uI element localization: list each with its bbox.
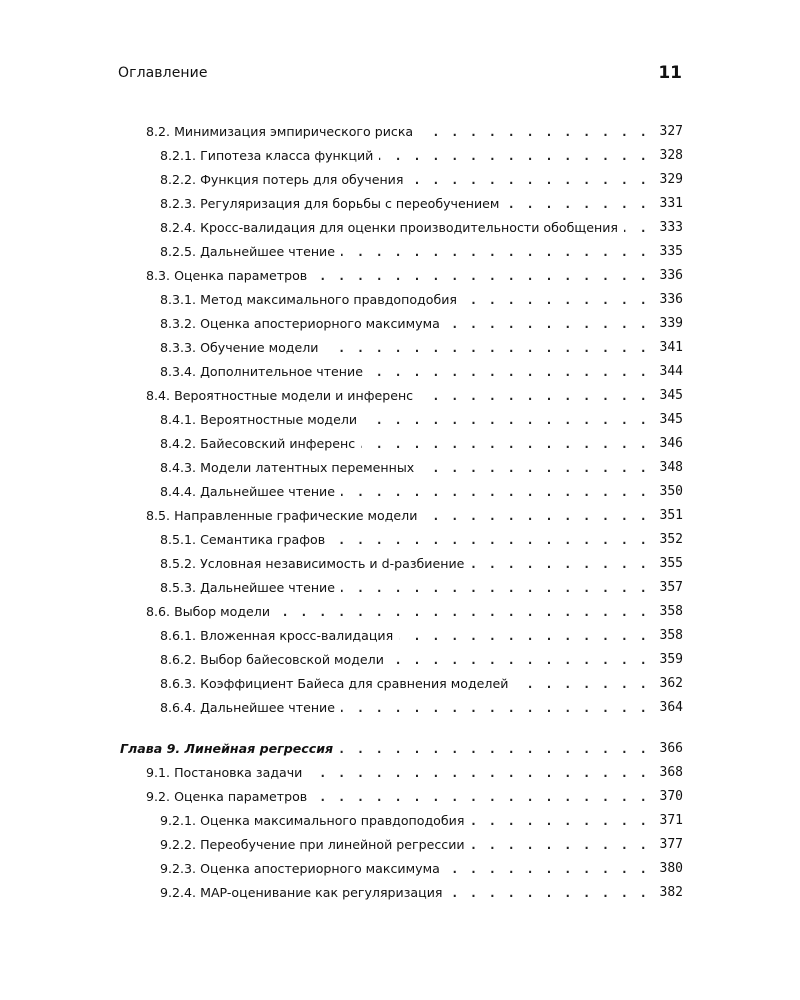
toc-entry-label: Байесовский инференс <box>200 436 356 451</box>
toc-entry-label: Функция потерь для обучения <box>200 172 404 187</box>
toc-entry-title <box>160 147 373 165</box>
toc-entry-page: 333 <box>659 220 683 235</box>
dot-leader <box>390 651 649 669</box>
toc-entry <box>160 878 683 902</box>
dot-leader <box>419 123 649 141</box>
toc-entry-number: 8.4. <box>146 388 171 403</box>
toc-entry-label: Условная независимость и d-разбиение <box>200 556 465 571</box>
dot-leader <box>399 627 649 645</box>
toc-entry <box>160 141 683 165</box>
toc-entry-page: 357 <box>659 580 683 595</box>
toc-entry-title <box>146 267 307 285</box>
toc-entry <box>160 621 683 645</box>
toc-entry-page: 328 <box>659 148 683 163</box>
toc-entry-page: 327 <box>659 124 683 139</box>
dot-leader <box>341 243 649 261</box>
page-number: 11 <box>658 63 682 83</box>
toc-entry <box>146 782 683 806</box>
toc-entry-label: Гипотеза класса функций <box>200 148 374 163</box>
toc-entry-page: 358 <box>659 604 683 619</box>
dot-leader <box>313 267 649 285</box>
toc-entry-page: 380 <box>659 861 683 876</box>
toc-entry-page: 331 <box>659 196 683 211</box>
toc-entry-label: Кросс-валидация для оценки производительности обобщения <box>200 220 618 235</box>
toc-entry-number: 8.6. <box>146 604 171 619</box>
dot-leader <box>308 764 649 782</box>
dot-leader <box>420 459 649 477</box>
toc-entry-label: Переобучение при линейной регрессии <box>200 837 465 852</box>
toc-entry-number: 8.5.3. <box>160 580 197 595</box>
toc-entry-page: 368 <box>659 765 683 780</box>
toc-entry-number: 8.4.2. <box>160 436 197 451</box>
dot-leader <box>369 363 649 381</box>
toc-entry <box>160 333 683 357</box>
dot-leader <box>409 171 649 189</box>
toc-entry-page: 382 <box>659 885 683 900</box>
toc-entry-number: 8.5.1. <box>160 532 197 547</box>
toc-entry-page: 355 <box>659 556 683 571</box>
toc-chapter-entry <box>120 734 683 758</box>
toc-entry <box>160 806 683 830</box>
dot-leader <box>471 836 649 854</box>
toc-entry-label: Метод максимального правдоподобия <box>200 292 457 307</box>
toc-entry-page: 336 <box>659 268 683 283</box>
toc-entry-page: 339 <box>659 316 683 331</box>
dot-leader <box>379 147 649 165</box>
toc-entry <box>160 854 683 878</box>
toc-entry-label: Линейная регрессия <box>184 741 334 756</box>
toc-entry <box>160 573 683 597</box>
toc-entry-title <box>160 531 325 549</box>
toc-entry <box>160 285 683 309</box>
toc-entry-page: 364 <box>659 700 683 715</box>
toc-entry-number: 8.4.4. <box>160 484 197 499</box>
toc-entry-number: 8.5.2. <box>160 556 197 571</box>
dot-leader <box>448 884 649 902</box>
toc-entry-page: 348 <box>659 460 683 475</box>
toc-entry-number: 8.4.3. <box>160 460 197 475</box>
toc-entry-number: 8.6.4. <box>160 700 197 715</box>
toc-entry-label: Оценка апостериорного максимума <box>200 316 440 331</box>
toc-entry-page: 370 <box>659 789 683 804</box>
toc-entry-page: 351 <box>659 508 683 523</box>
dot-leader <box>514 675 649 693</box>
toc-entry <box>160 309 683 333</box>
toc-entry-number: 9.2.1. <box>160 813 197 828</box>
toc-entry <box>160 213 683 237</box>
toc-entry <box>160 429 683 453</box>
toc-entry-page: 377 <box>659 837 683 852</box>
dot-leader <box>324 339 649 357</box>
toc-entry-number: 8.3.2. <box>160 316 197 331</box>
toc-entry-page: 358 <box>659 628 683 643</box>
toc-entry-number: 8.2.1. <box>160 148 197 163</box>
toc-entry <box>146 758 683 782</box>
toc-entry-title <box>160 884 442 902</box>
toc-entry-page: 345 <box>659 412 683 427</box>
toc-entry-title <box>146 603 270 621</box>
dot-leader <box>419 387 649 405</box>
toc-entry-title <box>160 363 363 381</box>
toc-entry-number: 8.2.4. <box>160 220 197 235</box>
toc-entry-title <box>160 459 414 477</box>
toc-entry <box>146 117 683 141</box>
toc-entry-title <box>146 788 307 806</box>
toc-entry-label: Вложенная кросс-валидация <box>200 628 394 643</box>
toc-entry-number: 9.2.3. <box>160 861 197 876</box>
toc-entry <box>146 261 683 285</box>
toc-entry-title <box>160 555 464 573</box>
toc-entry-title <box>160 812 464 830</box>
toc-entry-page: 345 <box>659 388 683 403</box>
toc-entry-label: Оценка параметров <box>174 268 308 283</box>
toc-entry-title <box>160 243 335 261</box>
toc-entry <box>160 189 683 213</box>
dot-leader <box>423 507 649 525</box>
toc-entry-label: Дальнейшее чтение <box>200 244 335 259</box>
toc-entry-number: 8.2.3. <box>160 196 197 211</box>
toc-entry-page: 341 <box>659 340 683 355</box>
toc-entry-title <box>160 675 508 693</box>
toc-entry-label: Направленные графические модели <box>174 508 418 523</box>
toc-entry-label: Регуляризация для борьбы с переобучением <box>200 196 500 211</box>
toc-entry-title <box>160 627 393 645</box>
toc-entry-number: 8.3.1. <box>160 292 197 307</box>
toc-entry-page: 346 <box>659 436 683 451</box>
toc-entry <box>146 597 683 621</box>
toc-entry-title <box>160 435 355 453</box>
toc-entry-title <box>160 195 499 213</box>
toc-entry-title <box>160 291 457 309</box>
toc-entry <box>146 381 683 405</box>
toc-entry-number: 8.4.1. <box>160 412 197 427</box>
toc-entry-page: 335 <box>659 244 683 259</box>
toc-entry-number: 8.3.4. <box>160 364 197 379</box>
toc-entry-label: Оценка апостериорного максимума <box>200 861 440 876</box>
toc-entry-label: Дальнейшее чтение <box>200 580 335 595</box>
dot-leader <box>341 579 649 597</box>
dot-leader <box>341 483 649 501</box>
toc-entry-label: Дальнейшее чтение <box>200 700 335 715</box>
toc-entry-label: Оценка параметров <box>174 789 308 804</box>
toc-entry-page: 366 <box>659 741 683 756</box>
dot-leader <box>339 740 649 758</box>
toc-entry-label: Оценка максимального правдоподобия <box>200 813 465 828</box>
toc-entry-title <box>160 836 465 854</box>
dot-leader <box>446 315 649 333</box>
toc-entry-number: 8.6.3. <box>160 676 197 691</box>
toc-entry <box>146 501 683 525</box>
toc-entry <box>160 453 683 477</box>
toc-entry-label: Выбор байесовской модели <box>200 652 384 667</box>
toc-entry <box>160 645 683 669</box>
running-header-title: Оглавление <box>118 65 208 81</box>
toc-entry-page: 350 <box>659 484 683 499</box>
toc-entry <box>160 357 683 381</box>
toc-entry-label: Семантика графов <box>200 532 326 547</box>
toc-entry-label: MAP-оценивание как регуляризация <box>200 885 443 900</box>
toc-entry-title <box>160 411 357 429</box>
toc-entry-title <box>120 740 333 758</box>
toc-entry-label: Выбор модели <box>174 604 271 619</box>
toc-entry-number: 9.2.2. <box>160 837 197 852</box>
dot-leader <box>463 291 649 309</box>
toc-entry-number: 8.5. <box>146 508 171 523</box>
dot-leader <box>470 555 649 573</box>
toc-entry-label: Вероятностные модели и инференс <box>174 388 414 403</box>
toc-entry-label: Вероятностные модели <box>200 412 358 427</box>
dot-leader <box>470 812 649 830</box>
toc-entry <box>160 237 683 261</box>
dot-leader <box>276 603 649 621</box>
toc-entry-title <box>160 579 335 597</box>
page-header <box>118 58 682 88</box>
toc-entry-title <box>160 860 440 878</box>
toc-entry-title <box>160 339 318 357</box>
dot-leader <box>505 195 649 213</box>
toc-entry-page: 336 <box>659 292 683 307</box>
toc-entry-number: 9.2.4. <box>160 885 197 900</box>
toc-entry-title <box>160 171 403 189</box>
dot-leader <box>624 219 649 237</box>
toc-entry-title <box>146 507 417 525</box>
toc-entry-number: Глава 9. <box>120 741 181 756</box>
toc-entry <box>160 669 683 693</box>
toc-entry-page: 359 <box>659 652 683 667</box>
toc-entry-title <box>160 483 335 501</box>
toc-entry <box>160 165 683 189</box>
toc-entry-number: 8.6.2. <box>160 652 197 667</box>
dot-leader <box>363 411 649 429</box>
toc-entry-number: 8.2.2. <box>160 172 197 187</box>
toc-entry-label: Дальнейшее чтение <box>200 484 335 499</box>
toc-entry-page: 371 <box>659 813 683 828</box>
dot-leader <box>313 788 649 806</box>
toc-entry <box>160 405 683 429</box>
toc-entry-title <box>160 651 384 669</box>
toc-entry <box>160 549 683 573</box>
toc-entry-title <box>160 699 335 717</box>
toc-entry-title <box>160 315 440 333</box>
toc-entry-number: 8.2. <box>146 124 171 139</box>
toc-entry <box>160 477 683 501</box>
toc-entry-label: Постановка задачи <box>174 765 303 780</box>
toc-entry-page: 362 <box>659 676 683 691</box>
toc-entry-title <box>160 219 618 237</box>
dot-leader <box>331 531 649 549</box>
toc-entry-number: 8.6.1. <box>160 628 197 643</box>
toc-entry-title <box>146 387 413 405</box>
toc-entry-page: 352 <box>659 532 683 547</box>
toc-entry-title <box>146 123 413 141</box>
toc-entry-label: Коэффициент Байеса для сравнения моделей <box>200 676 509 691</box>
toc-entry <box>160 525 683 549</box>
toc-entry <box>160 693 683 717</box>
toc-entry-page: 329 <box>659 172 683 187</box>
toc-entry-label: Обучение модели <box>200 340 319 355</box>
toc-entry <box>160 830 683 854</box>
toc-entry-number: 8.3. <box>146 268 171 283</box>
toc-entry-title <box>146 764 302 782</box>
toc-entry-label: Дополнительное чтение <box>200 364 363 379</box>
toc-entry-number: 8.3.3. <box>160 340 197 355</box>
dot-leader <box>341 699 649 717</box>
toc-entry-number: 8.2.5. <box>160 244 197 259</box>
toc-entry-page: 344 <box>659 364 683 379</box>
toc-entry-number: 9.1. <box>146 765 171 780</box>
dot-leader <box>361 435 649 453</box>
toc-entry-number: 9.2. <box>146 789 171 804</box>
toc-entry-label: Минимизация эмпирического риска <box>174 124 414 139</box>
toc-entry-label: Модели латентных переменных <box>200 460 415 475</box>
dot-leader <box>446 860 649 878</box>
